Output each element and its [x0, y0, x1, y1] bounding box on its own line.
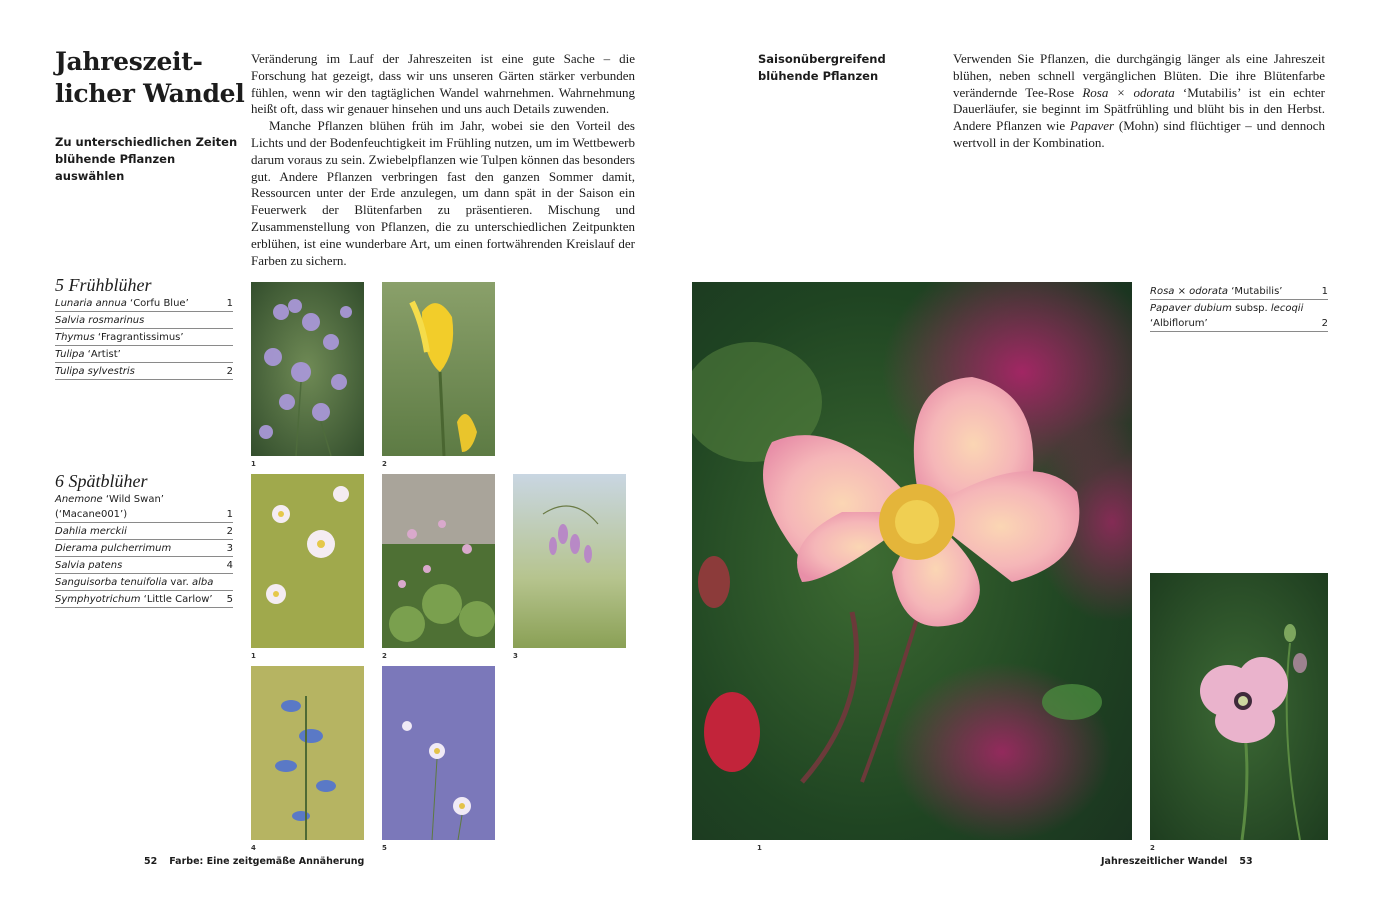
section-subheading [55, 134, 245, 185]
plant-photo-number: 2 [226, 366, 233, 377]
plant-name: Dahlia merckii [55, 526, 127, 537]
page-title [55, 46, 255, 110]
right-footer-title: Jahreszeitlicher Wandel [1101, 856, 1228, 867]
plant-list-item [55, 295, 233, 312]
plant-list-item [55, 329, 233, 346]
photo-rosa-mutabilis [692, 282, 1132, 840]
plant-photo-number: 1 [1321, 286, 1328, 297]
early-bloomers-list [55, 295, 233, 380]
page-title-line-2: licher Wandel [55, 79, 245, 108]
plant-name: Tulipa sylvestris [55, 366, 135, 377]
right-subheading-line-2: blühende Pflanzen [758, 69, 879, 83]
photo-caption-late-3: 3 [513, 652, 518, 660]
plant-name: Lunaria annua ‘Corfu Blue’ [55, 298, 189, 309]
plant-photo-number: 1 [226, 509, 233, 520]
late-bloomers-list [55, 491, 233, 608]
photo-anemone [251, 474, 364, 648]
photo-dierama [513, 474, 626, 648]
page-title-line-1: Jahreszeit- [55, 47, 203, 76]
early-bloomers-title: 5 Frühblüher [55, 275, 152, 295]
plant-name: Tulipa ‘Artist’ [55, 349, 121, 360]
plant-list-item [55, 491, 233, 523]
left-footer-title: Farbe: Eine zeitgemäße Annäherung [169, 856, 365, 867]
plant-name: Salvia rosmarinus [55, 315, 145, 326]
photo-tulipa-sylvestris [382, 282, 495, 456]
plant-list-item [55, 523, 233, 540]
right-section-subheading [758, 51, 928, 85]
photo-papaver-dubium [1150, 573, 1328, 840]
photo-dahlia-merckii [382, 474, 495, 648]
plant-name: Salvia patens [55, 560, 123, 571]
plant-name: Thymus ‘Fragrantissimus’ [55, 332, 184, 343]
plant-photo-number: 4 [226, 560, 233, 571]
photo-lunaria [251, 282, 364, 456]
paragraph-2-text: Manche Pflanzen blühen früh im Jahr, wobei sie den Vorteil des Lichts und der Bodenfeuchtigkeit im Frühling nutzen, um im Wettbewerb darum voraus zu sein. Zwiebelpflanzen wie Tulpen können das besonders gut. Andere Pflanzen verbringen fast den ganzen Sommer damit, Ressourcen unter der Erde anzulegen, um dann spät in der Saison ein Feuerwerk der Blütenfarben zu präsentieren. Mischung und Zusammenstellung von Pflanzen, die zu unterschiedlichen Zeitpunkten erblühen, ist eine wunderbare Art, um einen fortwährenden Kreislauf der Farben zu sichern. [251, 118, 635, 268]
plant-name: Dierama pulcherrimum [55, 543, 172, 554]
plant-list-item [55, 574, 233, 591]
paragraph-2 [251, 118, 635, 269]
photo-caption-early-1: 1 [251, 460, 256, 468]
plant-photo-number: 2 [226, 526, 233, 537]
right-footer [1101, 856, 1265, 867]
subheading-line-1: Zu unterschiedlichen Zeiten [55, 135, 238, 149]
plant-name: Sanguisorba tenuifolia var. alba [55, 577, 214, 588]
plant-name: Anemone ‘Wild Swan’ (‘Macane001’) [55, 494, 164, 520]
late-bloomers-title: 6 Spätblüher [55, 471, 148, 491]
plant-photo-number: 5 [226, 594, 233, 605]
photo-salvia-patens [251, 666, 364, 840]
plant-photo-number: 3 [226, 543, 233, 554]
photo-caption-late-1: 1 [251, 652, 256, 660]
early-bloomers-box [55, 275, 233, 380]
right-subheading-line-1: Saisonübergreifend [758, 52, 886, 66]
right-page-number: 53 [1239, 856, 1253, 867]
right-body-text [953, 51, 1325, 152]
plant-name: Symphyotrichum ‘Little Carlow’ [55, 594, 213, 605]
plant-name: Papaver dubium subsp. lecoqii ‘Albiflorum’ [1150, 303, 1304, 329]
plant-list-item [55, 540, 233, 557]
right-plant-list [1150, 283, 1328, 332]
photo-caption-right-2: 2 [1150, 844, 1155, 852]
plant-name: Rosa × odorata ‘Mutabilis’ [1150, 286, 1283, 297]
intro-body-text [251, 51, 635, 269]
photo-caption-late-4: 4 [251, 844, 256, 852]
photo-caption-early-2: 2 [382, 460, 387, 468]
plant-list-item [55, 363, 233, 380]
plant-list-item [1150, 283, 1328, 300]
left-footer [132, 856, 364, 867]
plant-list-item [55, 557, 233, 574]
photo-caption-late-2: 2 [382, 652, 387, 660]
plant-list-item [55, 346, 233, 363]
plant-list-item [1150, 300, 1328, 332]
plant-list-item [55, 312, 233, 329]
photo-caption-right-1: 1 [757, 844, 762, 852]
right-paragraph: Verwenden Sie Pflanzen, die durchgängig länger als eine Jahreszeit blühen, neben schnell vergänglichen Blüten. Die ihre Blütenfarbe verändernde Tee-Rose Rosa × odorata ‘Mutabilis’ ist ein echter Dauerläufer, sie beginnt im Spätfrühling und blüht bis in den Herbst. Andere Pflanzen wie Papaver (Mohn) sind flüchtiger – und dennoch wertvoll in der Kombination. [953, 51, 1325, 150]
photo-caption-late-5: 5 [382, 844, 387, 852]
plant-photo-number: 1 [226, 298, 233, 309]
left-page-number: 52 [144, 856, 158, 867]
photo-symphyotrichum [382, 666, 495, 840]
late-bloomers-box [55, 471, 233, 608]
paragraph-1: Veränderung im Lauf der Jahreszeiten ist eine gute Sache – die Forschung hat gezeigt, dass wir uns unseren Gärten stärker verbunden fühlen, wenn wir den tagtäglichen Wandel wahrnehmen. Wahrnehmung heißt oft, dass wir genauer hinsehen und uns auch Details zuwenden. [251, 51, 635, 117]
plant-photo-number: 2 [1321, 318, 1328, 329]
plant-list-item [55, 591, 233, 608]
subheading-line-2: blühende Pflanzen auswählen [55, 152, 176, 183]
